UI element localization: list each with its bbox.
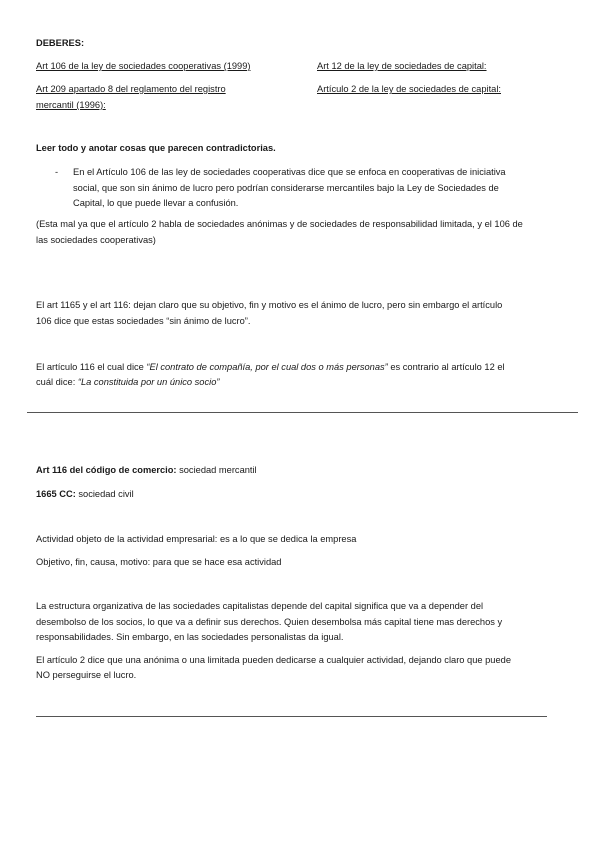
link-art12[interactable]: Art 12 de la ley de sociedades de capital: bbox=[317, 61, 487, 71]
divider-2 bbox=[36, 716, 547, 717]
link-art209-line1[interactable]: Art 209 apartado 8 del reglamento del registro bbox=[36, 84, 226, 94]
para-1165-line-2: 106 dice que estas sociedades “sin ánimo de lucro”. bbox=[36, 316, 251, 326]
link-art209-line2-text: mercantil (1996): bbox=[36, 100, 106, 110]
def-116 bbox=[36, 465, 257, 475]
def-1665-label: 1665 CC: bbox=[36, 489, 76, 499]
page-heading: DEBERES: bbox=[36, 38, 85, 48]
para-116-line-1 bbox=[36, 362, 505, 372]
task-heading: Leer todo y anotar cosas que parecen contradictorias. bbox=[36, 143, 276, 153]
link-art209-line2[interactable] bbox=[36, 100, 124, 110]
def-1665 bbox=[36, 489, 134, 499]
estructura-line-2: desembolso de los socios, lo que va a definir sus derechos. Quien desembolsa más capital tiene mas derechos y bbox=[36, 617, 503, 627]
def-116-value: sociedad mercantil bbox=[176, 465, 257, 475]
art2-line-1: El artículo 2 dice que una anónima o una limitada pueden dedicarse a cualquier actividad, dejando claro que puede bbox=[36, 655, 511, 665]
estructura-line-3: responsabilidades. Sin embargo, en las sociedades personalistas da igual. bbox=[36, 632, 344, 642]
objetivo-line: Objetivo, fin, causa, motivo: para que se hace esa actividad bbox=[36, 557, 282, 567]
bullet-line-3: Capital, lo que puede llevar a confusión. bbox=[73, 198, 239, 208]
bullet-line-1: En el Artículo 106 de las ley de sociedades cooperativas dice que se enfoca en cooperativas de iniciativa bbox=[73, 167, 506, 177]
para-116-line2-pre: cuál dice: bbox=[36, 377, 78, 387]
para-1165-line-1: El art 1165 y el art 116: dejan claro que su objetivo, fin y motivo es el ánimo de lucro, pero sin embargo el artículo bbox=[36, 300, 503, 310]
def-1665-value: sociedad civil bbox=[75, 489, 134, 499]
link-art106[interactable]: Art 106 de la ley de sociedades cooperativas (1999) bbox=[36, 61, 251, 71]
link-art2[interactable]: Artículo 2 de la ley de sociedades de capital: bbox=[317, 84, 501, 94]
art2-line-2: NO perseguirse el lucro. bbox=[36, 670, 137, 680]
para-116-line-2 bbox=[36, 377, 219, 387]
para-116-quote-2: “La constituida por un único socio” bbox=[77, 377, 220, 387]
para-116-pre: El artículo 116 el cual dice bbox=[36, 362, 147, 372]
actividad-line: Actividad objeto de la actividad empresarial: es a lo que se dedica la empresa bbox=[36, 534, 357, 544]
para-116-mid: es contrario al artículo 12 el bbox=[387, 362, 505, 372]
bullet-marker: - bbox=[55, 167, 59, 177]
def-116-label: Art 116 del código de comercio: bbox=[36, 465, 177, 475]
para-116-quote-1: “El contrato de compañía, por el cual dos o más personas” bbox=[146, 362, 388, 372]
divider-1 bbox=[27, 412, 578, 413]
note-line-1: (Esta mal ya que el artículo 2 habla de sociedades anónimas y de sociedades de responsabilidad limitada, y el 106 de bbox=[36, 219, 523, 229]
estructura-line-1: La estructura organizativa de las sociedades capitalistas depende del capital significa que va a depender del bbox=[36, 601, 484, 611]
bullet-line-2: social, que son sin ánimo de lucro pero podrían considerarse mercantiles bajo la Ley de Sociedades de bbox=[73, 183, 499, 193]
note-line-2: las sociedades cooperativas) bbox=[36, 235, 156, 245]
